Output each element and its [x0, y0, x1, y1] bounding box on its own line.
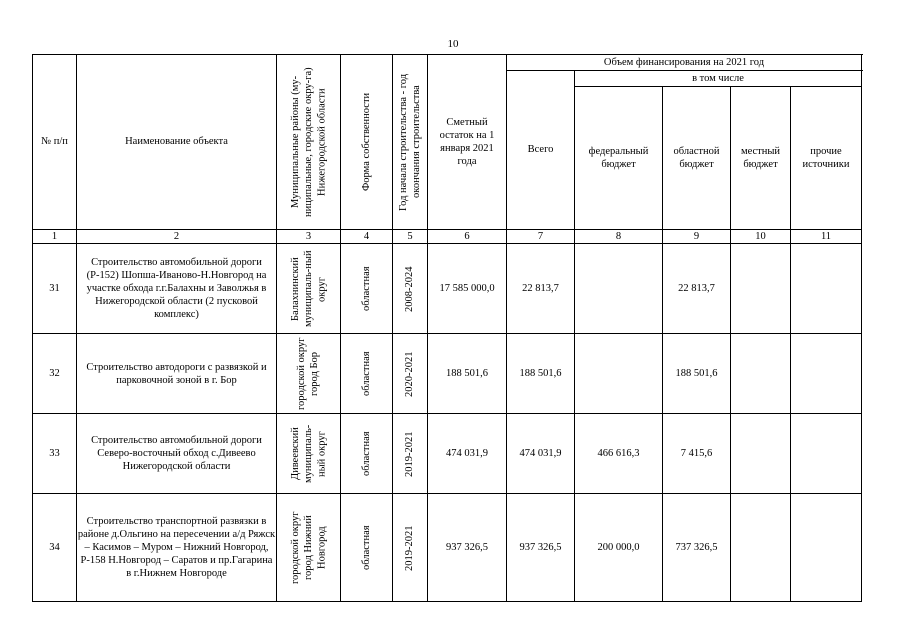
row-local: [731, 414, 791, 494]
header-financing: Объем финансирования на 2021 год: [507, 55, 862, 71]
row-district-text: городской округ город Нижний Новгород: [289, 511, 328, 584]
row-regional: 737 326,5: [663, 494, 731, 602]
table-row: [33, 494, 862, 602]
row-remainder: 474 031,9: [428, 414, 507, 494]
column-numbers-row: [33, 230, 862, 244]
col-number: 6: [428, 230, 507, 244]
header-total: Всего: [507, 71, 575, 230]
row-ownership-text: областная: [360, 266, 372, 311]
row-other: [791, 414, 862, 494]
row-total: 937 326,5: [507, 494, 575, 602]
header-regional: областной бюджет: [663, 87, 731, 230]
row-total: 188 501,6: [507, 334, 575, 414]
col-number: 10: [731, 230, 791, 244]
table-row: [33, 414, 862, 494]
row-district: [277, 334, 341, 414]
row-ownership: [341, 494, 393, 602]
row-federal: 200 000,0: [575, 494, 663, 602]
row-district: [277, 494, 341, 602]
col-number: 4: [341, 230, 393, 244]
row-ownership-text: областная: [360, 525, 372, 570]
row-remainder: 937 326,5: [428, 494, 507, 602]
row-district: [277, 414, 341, 494]
page-number: 10: [447, 38, 459, 50]
header-years-text: Год начала строительства - год окончания строительства: [397, 73, 422, 211]
header-num: № п/п: [33, 55, 77, 230]
header-district-text: Муниципальные районы (му-ниципальные, городские окру-га) Нижегородской области: [289, 67, 328, 217]
row-num: 33: [33, 414, 77, 494]
row-total: 22 813,7: [507, 244, 575, 334]
row-remainder: 17 585 000,0: [428, 244, 507, 334]
row-ownership: [341, 334, 393, 414]
row-regional: 22 813,7: [663, 244, 731, 334]
row-ownership-text: областная: [360, 431, 372, 476]
row-ownership: [341, 414, 393, 494]
col-number: 8: [575, 230, 663, 244]
row-local: [731, 244, 791, 334]
row-federal: 466 616,3: [575, 414, 663, 494]
row-district-text: Балахнинский муниципаль-ный округ: [289, 250, 328, 327]
header-ownership-text: Форма собственности: [360, 92, 372, 192]
row-district-text: Дивеевский муниципаль-ный округ: [289, 424, 328, 483]
col-number: 11: [791, 230, 862, 244]
row-other: [791, 244, 862, 334]
row-district: [277, 244, 341, 334]
row-num: 31: [33, 244, 77, 334]
row-num: 32: [33, 334, 77, 414]
financing-table: [32, 54, 862, 602]
col-number: 1: [33, 230, 77, 244]
row-ownership-text: областная: [360, 351, 372, 396]
row-object-name: Строительство транспортной развязки в районе д.Ольгино на пересечении а/д Ряжск – Касимов – Муром – Нижний Новгород, Р-158 Н.Новгород – Саратов и пр.Гагарина в г.Нижнем Новгороде: [77, 494, 277, 602]
header-ownership: [341, 55, 393, 230]
row-years: [393, 244, 428, 334]
col-number: 7: [507, 230, 575, 244]
header-district: [277, 55, 341, 230]
row-object-name: Строительство автомобильной дороги (Р-152) Шопша-Иваново-Н.Новгород на участке обхода г.г.Балахны и Заволжья в Нижегородской области (2 пусковой комплекс): [77, 244, 277, 334]
header-remainder: Сметный остаток на 1 января 2021 года: [428, 55, 507, 230]
row-years-text: 2020-2021: [404, 350, 416, 397]
row-federal: [575, 334, 663, 414]
header-years: [393, 55, 428, 230]
row-total: 474 031,9: [507, 414, 575, 494]
header-local: местный бюджет: [731, 87, 791, 230]
row-regional: 7 415,6: [663, 414, 731, 494]
table-row: [33, 334, 862, 414]
col-number: 3: [277, 230, 341, 244]
row-other: [791, 494, 862, 602]
row-object-name: Строительство автомобильной дороги Северо-восточный обход с.Дивеево Нижегородской области: [77, 414, 277, 494]
row-years-text: 2008-2024: [404, 265, 416, 312]
row-local: [731, 334, 791, 414]
col-number: 5: [393, 230, 428, 244]
table-row: [33, 244, 862, 334]
header-federal: федеральный бюджет: [575, 87, 663, 230]
row-object-name: Строительство автодороги с развязкой и парковочной зоной в г. Бор: [77, 334, 277, 414]
row-years: [393, 414, 428, 494]
row-years-text: 2019-2021: [404, 524, 416, 571]
row-federal: [575, 244, 663, 334]
row-local: [731, 494, 791, 602]
header-name: Наименование объекта: [77, 55, 277, 230]
header-including: в том числе: [575, 71, 862, 87]
row-num: 34: [33, 494, 77, 602]
row-other: [791, 334, 862, 414]
col-number: 2: [77, 230, 277, 244]
row-ownership: [341, 244, 393, 334]
row-years: [393, 494, 428, 602]
row-years-text: 2019-2021: [404, 430, 416, 477]
row-remainder: 188 501,6: [428, 334, 507, 414]
col-number: 9: [663, 230, 731, 244]
row-years: [393, 334, 428, 414]
header-other: прочие источники: [791, 87, 862, 230]
row-regional: 188 501,6: [663, 334, 731, 414]
row-district-text: городской округ город Бор: [296, 337, 321, 410]
